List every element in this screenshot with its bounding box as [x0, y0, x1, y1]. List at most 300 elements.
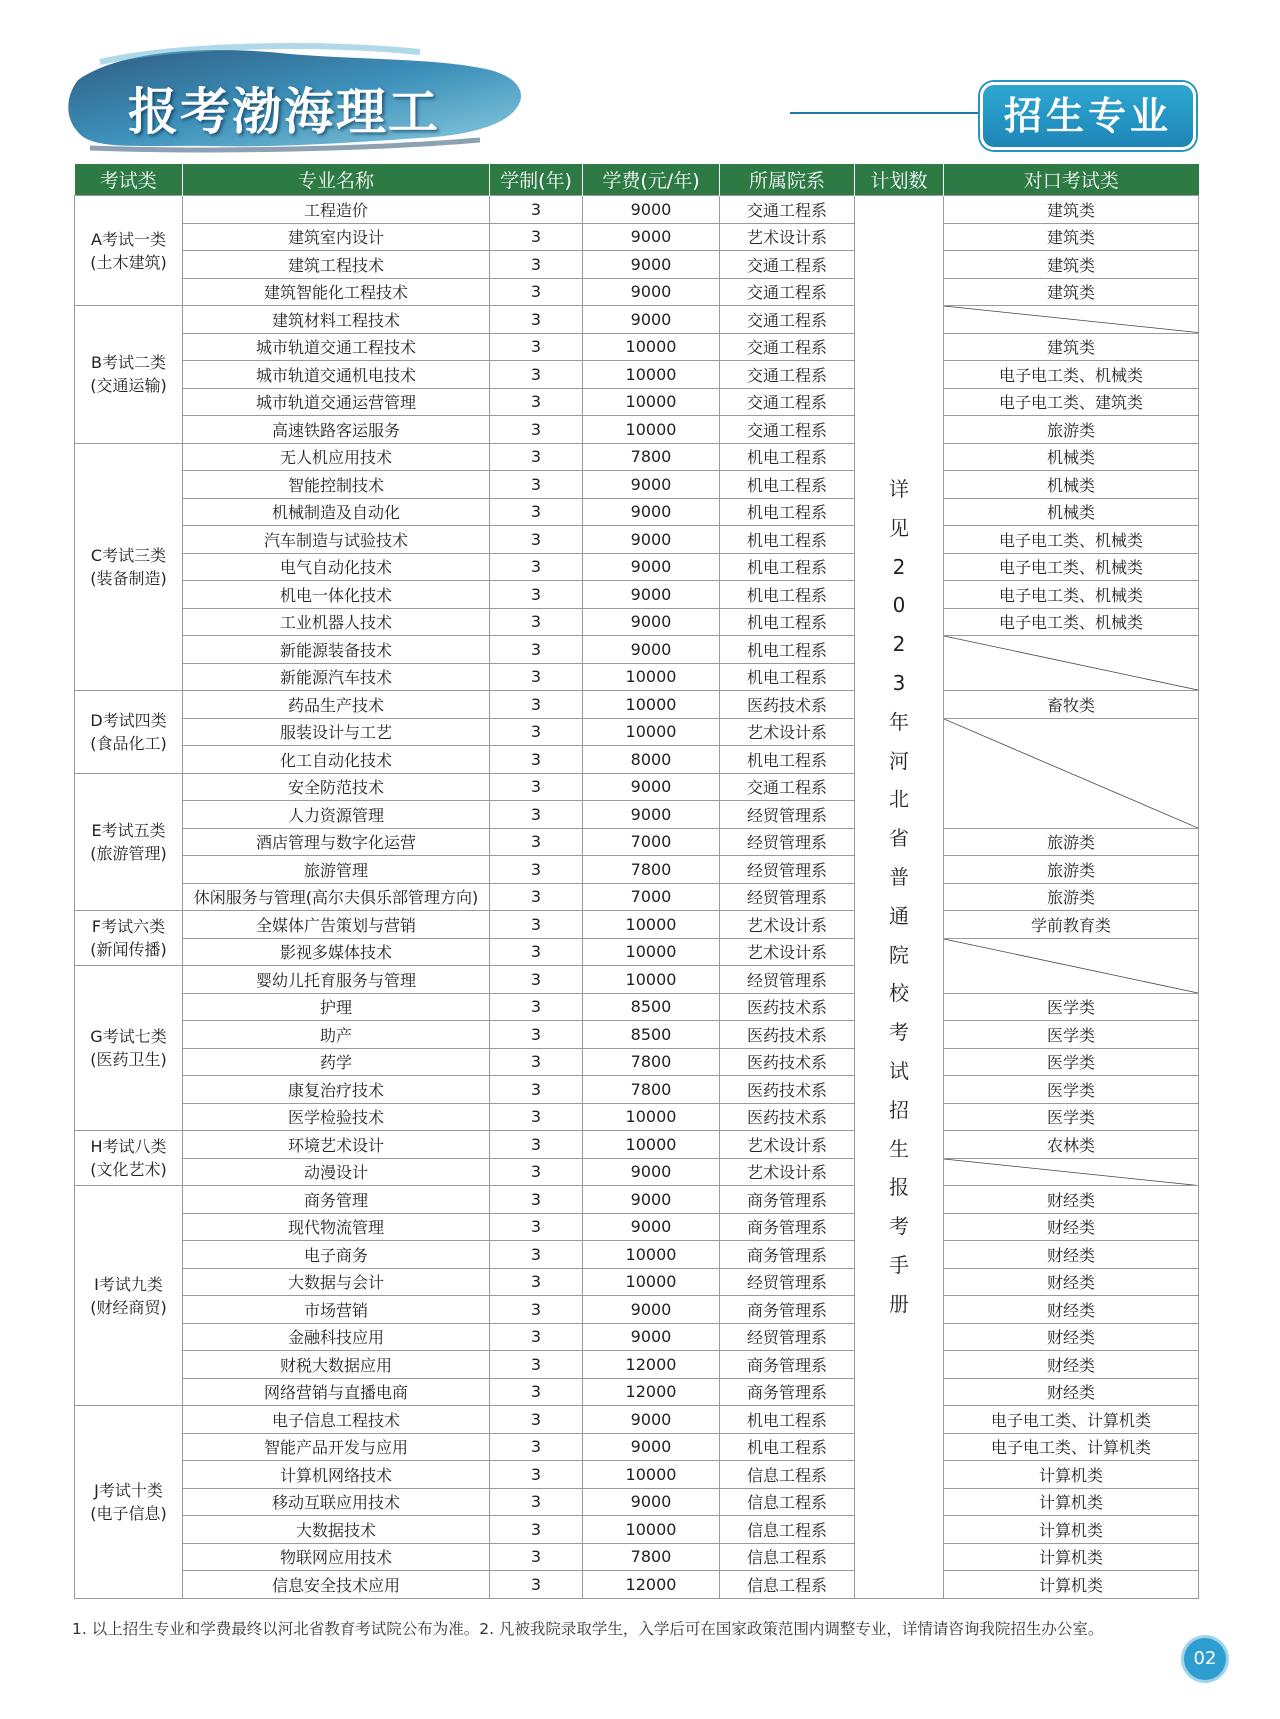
tuition-cell: 12000	[583, 1351, 720, 1379]
duration-cell: 3	[490, 1296, 583, 1324]
tuition-cell: 9000	[583, 1213, 720, 1241]
department-cell: 机电工程系	[720, 746, 855, 774]
duration-cell: 3	[490, 498, 583, 526]
major-name-cell: 医学检验技术	[183, 1103, 490, 1131]
table-row	[75, 1021, 1199, 1049]
major-name-cell: 无人机应用技术	[183, 443, 490, 471]
diagonal-strike-line	[944, 306, 1198, 333]
major-name-cell: 康复治疗技术	[183, 1076, 490, 1104]
department-cell: 经贸管理系	[720, 966, 855, 994]
exam-type-cell: 计算机类	[944, 1571, 1199, 1599]
tuition-cell: 9000	[583, 223, 720, 251]
empty-exam-cell	[944, 306, 1199, 334]
major-name-cell: 机械制造及自动化	[183, 498, 490, 526]
table-row	[75, 1488, 1199, 1516]
major-name-cell: 物联网应用技术	[183, 1543, 490, 1571]
exam-type-cell: 财经类	[944, 1378, 1199, 1406]
department-cell: 艺术设计系	[720, 911, 855, 939]
duration-cell: 3	[490, 1158, 583, 1186]
table-row	[75, 1543, 1199, 1571]
table-row	[75, 1186, 1199, 1214]
major-name-cell: 智能控制技术	[183, 471, 490, 499]
exam-type-cell: 计算机类	[944, 1488, 1199, 1516]
exam-type-cell: 财经类	[944, 1323, 1199, 1351]
table-row	[75, 1351, 1199, 1379]
table-row	[75, 416, 1199, 444]
diagonal-strike-line	[944, 939, 1198, 993]
department-cell: 医药技术系	[720, 1048, 855, 1076]
duration-cell: 3	[490, 938, 583, 966]
department-cell: 交通工程系	[720, 196, 855, 224]
table-row	[75, 1406, 1199, 1434]
major-name-cell: 护理	[183, 993, 490, 1021]
tuition-cell: 7000	[583, 828, 720, 856]
major-name-cell: 动漫设计	[183, 1158, 490, 1186]
exam-type-cell: 财经类	[944, 1241, 1199, 1269]
page-title: 报考渤海理工	[128, 83, 440, 141]
duration-cell: 3	[490, 993, 583, 1021]
table-row	[75, 883, 1199, 911]
major-name-cell: 电子信息工程技术	[183, 1406, 490, 1434]
duration-cell: 3	[490, 278, 583, 306]
major-name-cell: 机电一体化技术	[183, 581, 490, 609]
duration-cell: 3	[490, 1268, 583, 1296]
tuition-cell: 10000	[583, 1516, 720, 1544]
table-header-row	[75, 164, 1199, 196]
department-cell: 机电工程系	[720, 526, 855, 554]
duration-cell: 3	[490, 1103, 583, 1131]
exam-type-cell: 建筑类	[944, 251, 1199, 279]
duration-cell: 3	[490, 1351, 583, 1379]
exam-type-cell: 财经类	[944, 1296, 1199, 1324]
table-row	[75, 1131, 1199, 1159]
tuition-cell: 10000	[583, 1241, 720, 1269]
duration-cell: 3	[490, 1131, 583, 1159]
table-row	[75, 1323, 1199, 1351]
table-row	[75, 278, 1199, 306]
table-row	[75, 1213, 1199, 1241]
major-name-cell: 网络营销与直播电商	[183, 1378, 490, 1406]
table-row	[75, 581, 1199, 609]
major-name-cell: 休闲服务与管理(高尔夫俱乐部管理方向)	[183, 883, 490, 911]
table-row	[75, 443, 1199, 471]
exam-type-cell: 电子电工类、机械类	[944, 581, 1199, 609]
major-name-cell: 现代物流管理	[183, 1213, 490, 1241]
tuition-cell: 8000	[583, 746, 720, 774]
department-cell: 信息工程系	[720, 1488, 855, 1516]
table-row	[75, 306, 1199, 334]
exam-type-cell: 电子电工类、计算机类	[944, 1406, 1199, 1434]
major-name-cell: 商务管理	[183, 1186, 490, 1214]
major-name-cell: 建筑室内设计	[183, 223, 490, 251]
department-cell: 信息工程系	[720, 1543, 855, 1571]
duration-cell: 3	[490, 1241, 583, 1269]
exam-type-cell: 电子电工类、机械类	[944, 526, 1199, 554]
tuition-cell: 10000	[583, 911, 720, 939]
duration-cell: 3	[490, 471, 583, 499]
column-header: 学费(元/年)	[583, 164, 720, 196]
table-row	[75, 251, 1199, 279]
exam-type-cell: 财经类	[944, 1268, 1199, 1296]
department-cell: 艺术设计系	[720, 1131, 855, 1159]
empty-exam-cell	[944, 636, 1199, 691]
department-cell: 信息工程系	[720, 1461, 855, 1489]
duration-cell: 3	[490, 663, 583, 691]
exam-category-cell: A考试一类 (土木建筑)	[75, 196, 183, 306]
tuition-cell: 9000	[583, 498, 720, 526]
major-name-cell: 酒店管理与数字化运营	[183, 828, 490, 856]
duration-cell: 3	[490, 196, 583, 224]
department-cell: 艺术设计系	[720, 1158, 855, 1186]
exam-type-cell: 农林类	[944, 1131, 1199, 1159]
duration-cell: 3	[490, 416, 583, 444]
table-row	[75, 993, 1199, 1021]
duration-cell: 3	[490, 1571, 583, 1599]
department-cell: 经贸管理系	[720, 856, 855, 884]
department-cell: 机电工程系	[720, 663, 855, 691]
department-cell: 机电工程系	[720, 553, 855, 581]
exam-type-cell: 旅游类	[944, 828, 1199, 856]
exam-type-cell: 旅游类	[944, 416, 1199, 444]
exam-type-cell: 机械类	[944, 498, 1199, 526]
tuition-cell: 8500	[583, 993, 720, 1021]
major-name-cell: 建筑工程技术	[183, 251, 490, 279]
major-name-cell: 金融科技应用	[183, 1323, 490, 1351]
duration-cell: 3	[490, 1213, 583, 1241]
exam-category-cell: F考试六类 (新闻传播)	[75, 911, 183, 966]
duration-cell: 3	[490, 856, 583, 884]
duration-cell: 3	[490, 333, 583, 361]
exam-type-cell: 旅游类	[944, 883, 1199, 911]
tuition-cell: 7800	[583, 1543, 720, 1571]
diagonal-strike-line	[944, 1159, 1198, 1186]
exam-type-cell: 计算机类	[944, 1461, 1199, 1489]
column-header: 对口考试类	[944, 164, 1199, 196]
admissions-table	[74, 164, 1199, 1599]
exam-type-cell: 医学类	[944, 1021, 1199, 1049]
major-name-cell: 城市轨道交通机电技术	[183, 361, 490, 389]
department-cell: 艺术设计系	[720, 718, 855, 746]
table-row	[75, 471, 1199, 499]
major-name-cell: 大数据与会计	[183, 1268, 490, 1296]
department-cell: 商务管理系	[720, 1378, 855, 1406]
tuition-cell: 9000	[583, 1433, 720, 1461]
department-cell: 经贸管理系	[720, 1323, 855, 1351]
tuition-cell: 9000	[583, 1323, 720, 1351]
tuition-cell: 10000	[583, 938, 720, 966]
department-cell: 艺术设计系	[720, 938, 855, 966]
major-name-cell: 财税大数据应用	[183, 1351, 490, 1379]
table-row	[75, 691, 1199, 719]
duration-cell: 3	[490, 801, 583, 829]
column-header: 学制(年)	[490, 164, 583, 196]
tuition-cell: 9000	[583, 251, 720, 279]
duration-cell: 3	[490, 1378, 583, 1406]
major-name-cell: 信息安全技术应用	[183, 1571, 490, 1599]
department-cell: 机电工程系	[720, 1433, 855, 1461]
exam-category-cell: B考试二类 (交通运输)	[75, 306, 183, 444]
table-row	[75, 361, 1199, 389]
major-name-cell: 智能产品开发与应用	[183, 1433, 490, 1461]
empty-exam-cell	[944, 938, 1199, 993]
tuition-cell: 10000	[583, 1268, 720, 1296]
tuition-cell: 9000	[583, 581, 720, 609]
table-row	[75, 938, 1199, 966]
tuition-cell: 9000	[583, 553, 720, 581]
table-row	[75, 1433, 1199, 1461]
duration-cell: 3	[490, 746, 583, 774]
exam-type-cell: 医学类	[944, 1048, 1199, 1076]
table-row	[75, 1103, 1199, 1131]
major-name-cell: 安全防范技术	[183, 773, 490, 801]
exam-type-cell: 畜牧类	[944, 691, 1199, 719]
table-row	[75, 608, 1199, 636]
tuition-cell: 9000	[583, 1296, 720, 1324]
department-cell: 信息工程系	[720, 1516, 855, 1544]
decorative-line	[790, 112, 980, 114]
table-row	[75, 1268, 1199, 1296]
department-cell: 交通工程系	[720, 773, 855, 801]
tuition-cell: 9000	[583, 526, 720, 554]
major-name-cell: 工业机器人技术	[183, 608, 490, 636]
tuition-cell: 9000	[583, 1406, 720, 1434]
tuition-cell: 9000	[583, 773, 720, 801]
tuition-cell: 10000	[583, 718, 720, 746]
major-name-cell: 人力资源管理	[183, 801, 490, 829]
table-row	[75, 911, 1199, 939]
department-cell: 机电工程系	[720, 636, 855, 664]
duration-cell: 3	[490, 388, 583, 416]
table-row	[75, 856, 1199, 884]
department-cell: 医药技术系	[720, 691, 855, 719]
exam-type-cell: 建筑类	[944, 223, 1199, 251]
major-name-cell: 化工自动化技术	[183, 746, 490, 774]
major-name-cell: 新能源装备技术	[183, 636, 490, 664]
exam-type-cell: 机械类	[944, 471, 1199, 499]
tuition-cell: 7800	[583, 1076, 720, 1104]
duration-cell: 3	[490, 1516, 583, 1544]
diagonal-strike-line	[944, 636, 1198, 690]
department-cell: 交通工程系	[720, 278, 855, 306]
major-name-cell: 助产	[183, 1021, 490, 1049]
duration-cell: 3	[490, 883, 583, 911]
empty-exam-cell	[944, 718, 1199, 828]
exam-category-cell: I考试九类 (财经商贸)	[75, 1186, 183, 1406]
duration-cell: 3	[490, 1323, 583, 1351]
major-name-cell: 城市轨道交通工程技术	[183, 333, 490, 361]
table-row	[75, 1516, 1199, 1544]
tuition-cell: 10000	[583, 1461, 720, 1489]
department-cell: 机电工程系	[720, 498, 855, 526]
exam-category-cell: E考试五类 (旅游管理)	[75, 773, 183, 911]
major-name-cell: 药品生产技术	[183, 691, 490, 719]
exam-type-cell: 机械类	[944, 443, 1199, 471]
tuition-cell: 7000	[583, 883, 720, 911]
exam-category-cell: D考试四类 (食品化工)	[75, 691, 183, 774]
major-name-cell: 大数据技术	[183, 1516, 490, 1544]
department-cell: 商务管理系	[720, 1241, 855, 1269]
tuition-cell: 7800	[583, 856, 720, 884]
major-name-cell: 服装设计与工艺	[183, 718, 490, 746]
section-badge: 招生专业	[980, 82, 1196, 150]
department-cell: 经贸管理系	[720, 828, 855, 856]
tuition-cell: 10000	[583, 333, 720, 361]
exam-type-cell: 电子电工类、机械类	[944, 361, 1199, 389]
tuition-cell: 10000	[583, 691, 720, 719]
duration-cell: 3	[490, 581, 583, 609]
table-row	[75, 636, 1199, 664]
table-row	[75, 1461, 1199, 1489]
plan-note: 详见2023年河北省普通院校考试招生报考手册	[889, 476, 909, 1316]
department-cell: 经贸管理系	[720, 801, 855, 829]
duration-cell: 3	[490, 1406, 583, 1434]
duration-cell: 3	[490, 1048, 583, 1076]
exam-type-cell: 电子电工类、机械类	[944, 553, 1199, 581]
tuition-cell: 9000	[583, 278, 720, 306]
table-row	[75, 1158, 1199, 1186]
exam-type-cell: 建筑类	[944, 333, 1199, 361]
tuition-cell: 9000	[583, 306, 720, 334]
duration-cell: 3	[490, 1021, 583, 1049]
tuition-cell: 9000	[583, 471, 720, 499]
department-cell: 机电工程系	[720, 1406, 855, 1434]
duration-cell: 3	[490, 526, 583, 554]
table-row	[75, 718, 1199, 746]
table-body	[75, 196, 1199, 1599]
tuition-cell: 8500	[583, 1021, 720, 1049]
major-name-cell: 新能源汽车技术	[183, 663, 490, 691]
duration-cell: 3	[490, 553, 583, 581]
exam-type-cell: 建筑类	[944, 196, 1199, 224]
duration-cell: 3	[490, 691, 583, 719]
department-cell: 商务管理系	[720, 1213, 855, 1241]
department-cell: 医药技术系	[720, 1021, 855, 1049]
duration-cell: 3	[490, 306, 583, 334]
diagonal-strike-line	[944, 719, 1198, 828]
exam-type-cell: 医学类	[944, 1103, 1199, 1131]
tuition-cell: 7800	[583, 443, 720, 471]
department-cell: 机电工程系	[720, 581, 855, 609]
tuition-cell: 9000	[583, 1186, 720, 1214]
department-cell: 医药技术系	[720, 1103, 855, 1131]
duration-cell: 3	[490, 911, 583, 939]
exam-type-cell: 计算机类	[944, 1516, 1199, 1544]
table-row	[75, 1571, 1199, 1599]
department-cell: 商务管理系	[720, 1296, 855, 1324]
tuition-cell: 10000	[583, 416, 720, 444]
exam-type-cell: 电子电工类、建筑类	[944, 388, 1199, 416]
duration-cell: 3	[490, 1543, 583, 1571]
table-row	[75, 1048, 1199, 1076]
table-row	[75, 196, 1199, 224]
department-cell: 交通工程系	[720, 251, 855, 279]
column-header: 考试类	[75, 164, 183, 196]
department-cell: 交通工程系	[720, 306, 855, 334]
department-cell: 经贸管理系	[720, 883, 855, 911]
exam-category-cell: J考试十类 (电子信息)	[75, 1406, 183, 1599]
department-cell: 信息工程系	[720, 1571, 855, 1599]
tuition-cell: 9000	[583, 196, 720, 224]
major-name-cell: 建筑智能化工程技术	[183, 278, 490, 306]
major-name-cell: 影视多媒体技术	[183, 938, 490, 966]
duration-cell: 3	[490, 361, 583, 389]
major-name-cell: 城市轨道交通运营管理	[183, 388, 490, 416]
exam-category-cell: G考试七类 (医药卫生)	[75, 966, 183, 1131]
major-name-cell: 汽车制造与试验技术	[183, 526, 490, 554]
tuition-cell: 9000	[583, 801, 720, 829]
major-name-cell: 高速铁路客运服务	[183, 416, 490, 444]
exam-type-cell: 财经类	[944, 1351, 1199, 1379]
exam-type-cell: 电子电工类、计算机类	[944, 1433, 1199, 1461]
tuition-cell: 9000	[583, 636, 720, 664]
tuition-cell: 10000	[583, 1103, 720, 1131]
department-cell: 医药技术系	[720, 1076, 855, 1104]
tuition-cell: 10000	[583, 1131, 720, 1159]
department-cell: 商务管理系	[720, 1186, 855, 1214]
duration-cell: 3	[490, 966, 583, 994]
duration-cell: 3	[490, 828, 583, 856]
tuition-cell: 12000	[583, 1378, 720, 1406]
duration-cell: 3	[490, 1186, 583, 1214]
table-row	[75, 333, 1199, 361]
page-number: 02	[1184, 1638, 1226, 1680]
tuition-cell: 10000	[583, 966, 720, 994]
major-name-cell: 计算机网络技术	[183, 1461, 490, 1489]
duration-cell: 3	[490, 608, 583, 636]
duration-cell: 3	[490, 443, 583, 471]
department-cell: 交通工程系	[720, 361, 855, 389]
table-row	[75, 1378, 1199, 1406]
column-header: 专业名称	[183, 164, 490, 196]
exam-type-cell: 电子电工类、机械类	[944, 608, 1199, 636]
major-name-cell: 建筑材料工程技术	[183, 306, 490, 334]
major-name-cell: 婴幼儿托育服务与管理	[183, 966, 490, 994]
column-header: 计划数	[855, 164, 944, 196]
department-cell: 交通工程系	[720, 388, 855, 416]
duration-cell: 3	[490, 636, 583, 664]
duration-cell: 3	[490, 718, 583, 746]
department-cell: 机电工程系	[720, 443, 855, 471]
tuition-cell: 12000	[583, 1571, 720, 1599]
department-cell: 艺术设计系	[720, 223, 855, 251]
exam-type-cell: 财经类	[944, 1213, 1199, 1241]
major-name-cell: 环境艺术设计	[183, 1131, 490, 1159]
tuition-cell: 10000	[583, 663, 720, 691]
exam-type-cell: 医学类	[944, 993, 1199, 1021]
exam-type-cell: 医学类	[944, 1076, 1199, 1104]
department-cell: 交通工程系	[720, 416, 855, 444]
department-cell: 医药技术系	[720, 993, 855, 1021]
table-row	[75, 1296, 1199, 1324]
major-name-cell: 药学	[183, 1048, 490, 1076]
major-name-cell: 全媒体广告策划与营销	[183, 911, 490, 939]
column-header: 所属院系	[720, 164, 855, 196]
major-name-cell: 旅游管理	[183, 856, 490, 884]
table-row	[75, 1076, 1199, 1104]
tuition-cell: 9000	[583, 1488, 720, 1516]
tuition-cell: 7800	[583, 1048, 720, 1076]
footnote: 1. 以上招生专业和学费最终以河北省教育考试院公布为准。2. 凡被我院录取学生，入学后可在国家政策范围内调整专业，详情请咨询我院招生办公室。	[72, 1620, 1104, 1638]
duration-cell: 3	[490, 1488, 583, 1516]
duration-cell: 3	[490, 223, 583, 251]
duration-cell: 3	[490, 1461, 583, 1489]
table-row	[75, 553, 1199, 581]
tuition-cell: 9000	[583, 608, 720, 636]
major-name-cell: 电气自动化技术	[183, 553, 490, 581]
empty-exam-cell	[944, 1158, 1199, 1186]
tuition-cell: 10000	[583, 361, 720, 389]
table-row	[75, 223, 1199, 251]
